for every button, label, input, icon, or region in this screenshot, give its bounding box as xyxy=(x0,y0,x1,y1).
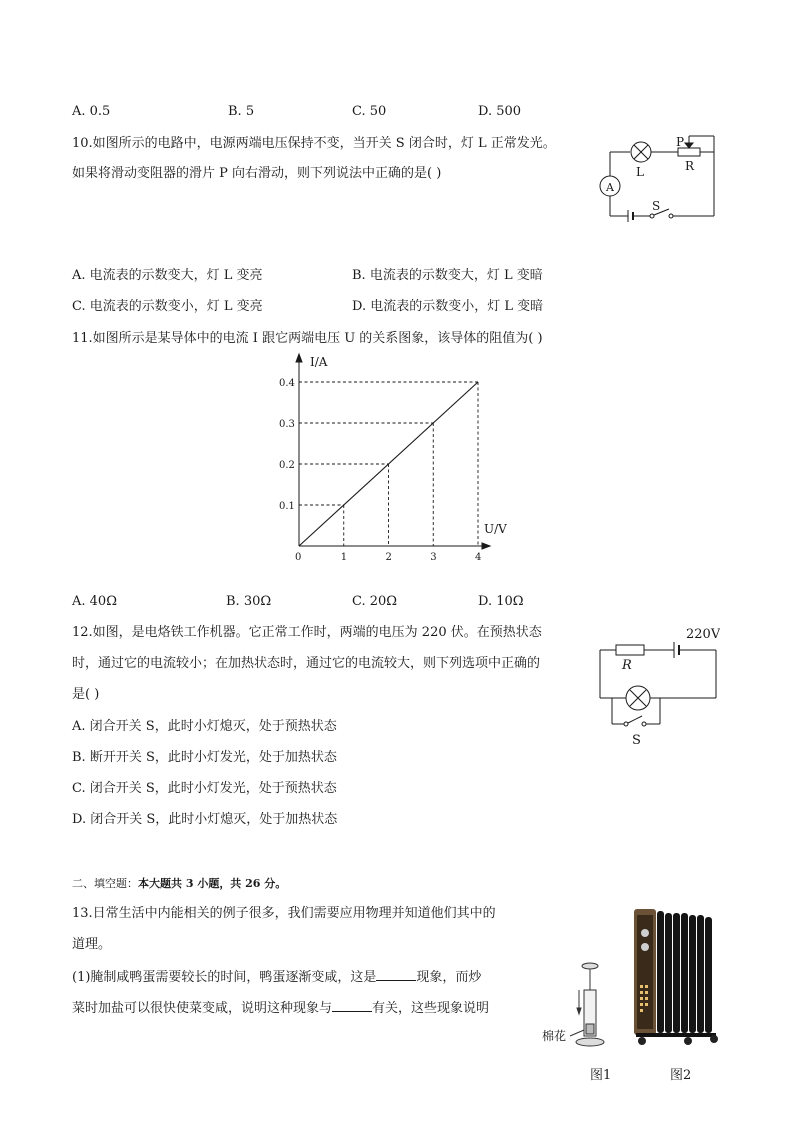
q12-option-d: D. 闭合开关 S，此时小灯熄灭，处于加热状态 xyxy=(72,812,338,827)
x-axis-label: U/V xyxy=(484,522,507,536)
q13-stem-line1: 13.日常生活中内能相关的例子很多，我们需要应用物理并知道他们其中的 xyxy=(72,906,496,921)
circuit-label-s: S xyxy=(632,733,641,748)
switch-icon xyxy=(624,722,628,726)
x-tick-label: 0 xyxy=(295,552,302,562)
fig1-cotton-label: 棉花 xyxy=(542,1029,567,1043)
circuit-label-a: A xyxy=(606,181,614,194)
circuit-label-p: P xyxy=(676,135,685,149)
q10-option-d: D. 电流表的示数变小，灯 L 变暗 xyxy=(352,299,544,314)
q12-option-a: A. 闭合开关 S，此时小灯熄灭，处于预热状态 xyxy=(72,719,337,734)
y-tick-label: 0.4 xyxy=(279,378,295,389)
circuit-label-s: S xyxy=(652,199,661,213)
q10-stem-line1: 10.如图所示的电路中，电源两端电压保持不变，当开关 S 闭合时，灯 L 正常发光。 xyxy=(72,136,556,151)
answer-blank-2[interactable] xyxy=(332,999,372,1012)
q12-stem-line3: 是( ) xyxy=(72,687,100,702)
q13-part1-text-c: 菜时加盐可以很快使菜变咸，说明这种现象与 xyxy=(72,1001,333,1016)
rheostat-icon xyxy=(678,148,700,156)
q12-stem-line2: 时，通过它的电流较小；在加热状态时，通过它的电流较大，则下列选项中正确的 xyxy=(72,656,541,671)
y-tick-label: 0.2 xyxy=(279,460,295,471)
q13-part1-line2 xyxy=(72,999,489,1017)
fig2-caption: 图2 xyxy=(670,1068,692,1083)
iu-graph xyxy=(270,352,530,562)
q10-circuit-diagram xyxy=(598,130,720,222)
fig1-caption: 图1 xyxy=(590,1068,612,1083)
q13-part1-line1 xyxy=(72,968,481,986)
q11-stem: 11.如图所示是某导体中的电流 I 跟它两端电压 U 的关系图象，该导体的阻值为( ) xyxy=(72,331,543,346)
answer-blank-1[interactable] xyxy=(376,968,416,981)
q11-option-b: B. 30Ω xyxy=(226,594,272,609)
section2-prefix: 二、填空题： xyxy=(72,877,138,890)
circuit-label-r: R xyxy=(622,658,632,673)
resistor-icon xyxy=(616,645,644,655)
q12-stem-line1: 12.如图，是电烙铁工作机器。它正常工作时，两端的电压为 220 伏。在预热状态 xyxy=(72,625,542,640)
q11-option-a: A. 40Ω xyxy=(72,594,117,609)
y-tick-label: 0.1 xyxy=(279,501,295,512)
q9-option-c: C. 50 xyxy=(352,104,387,119)
section2-desc: 本大题共 3 小题，共 26 分。 xyxy=(138,877,287,890)
q10-option-b: B. 电流表的示数变大，灯 L 变暗 xyxy=(352,268,543,283)
y-axis-label: I/A xyxy=(310,355,328,369)
circuit-label-l: L xyxy=(636,165,644,179)
circuit-label-r: R xyxy=(685,159,695,173)
circuit-label-voltage: 220V xyxy=(686,627,720,642)
section2-header xyxy=(72,876,286,892)
q9-option-a: A. 0.5 xyxy=(72,104,111,119)
y-tick-label: 0.3 xyxy=(279,419,295,430)
x-tick-label: 2 xyxy=(385,552,392,562)
fig2-heater-image xyxy=(632,905,724,1047)
q13-stem-line2: 道理。 xyxy=(72,937,112,952)
q11-option-c: C. 20Ω xyxy=(352,594,398,609)
q9-option-d: D. 500 xyxy=(478,104,522,119)
q12-circuit-diagram xyxy=(596,624,720,750)
x-tick-label: 4 xyxy=(475,552,482,562)
q13-part1-text-b: 现象，而炒 xyxy=(416,970,482,985)
q9-option-b: B. 5 xyxy=(228,104,255,119)
x-tick-label: 3 xyxy=(430,552,437,562)
q10-option-a: A. 电流表的示数变大，灯 L 变亮 xyxy=(72,268,263,283)
x-tick-label: 1 xyxy=(340,552,348,562)
q13-part1-text-d: 有关，这些现象说明 xyxy=(372,1001,490,1016)
q12-option-b: B. 断开开关 S，此时小灯发光，处于加热状态 xyxy=(72,750,337,765)
q11-option-d: D. 10Ω xyxy=(478,594,524,609)
fig1-apparatus-image xyxy=(540,950,620,1055)
switch-icon xyxy=(650,214,654,218)
q12-option-c: C. 闭合开关 S，此时小灯发光，处于预热状态 xyxy=(72,781,337,796)
q10-option-c: C. 电流表的示数变小，灯 L 变亮 xyxy=(72,299,263,314)
q10-stem-line2: 如果将滑动变阻器的滑片 P 向右滑动，则下列说法中正确的是( ) xyxy=(72,166,442,181)
q13-part1-text-a: (1)腌制咸鸭蛋需要较长的时间，鸭蛋逐渐变咸，这是 xyxy=(72,970,377,985)
